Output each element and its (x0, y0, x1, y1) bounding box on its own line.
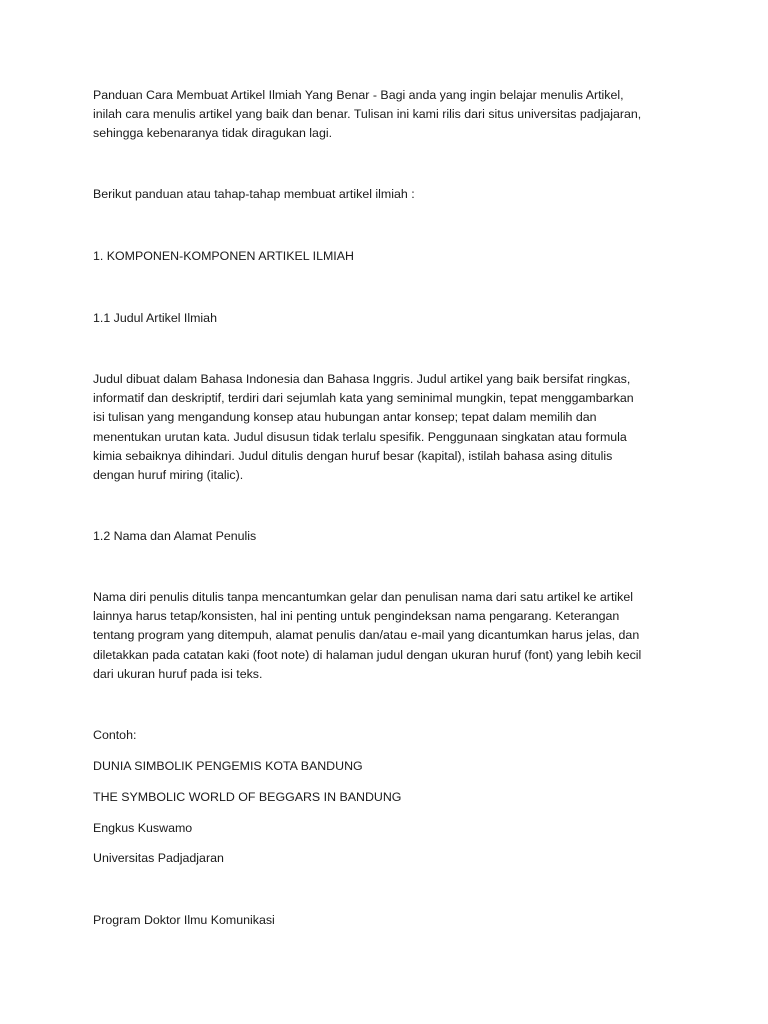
paragraph-line: menentukan urutan kata. Judul disusun tidak terlalu spesifik. Penggunaan singkatan atau formula (93, 429, 627, 444)
intro-line: inilah cara menulis artikel yang baik dan benar. Tulisan ini kami rilis dari situs universitas padjajaran, (93, 107, 642, 122)
paragraph-line: lainnya harus tetap/konsisten, hal ini penting untuk pengindeksan nama pengarang. Keterangan (93, 609, 620, 624)
section-1-heading: 1. KOMPONEN-KOMPONEN ARTIKEL ILMIAH (93, 249, 354, 263)
intro-paragraph (93, 86, 693, 144)
paragraph-line: tentang program yang ditempuh, alamat penulis dan/atau e-mail yang dicantumkan harus jelas, dan (93, 628, 640, 643)
paragraph-line: Nama diri penulis ditulis tanpa mencantumkan gelar dan penulisan nama dari satu artikel ke artikel (93, 590, 633, 604)
example-university: Universitas Padjadjaran (93, 851, 224, 865)
example-author: Engkus Kuswamo (93, 821, 193, 835)
example-title-english: THE SYMBOLIC WORLD OF BEGGARS IN BANDUNG (93, 790, 402, 804)
paragraph-line: isi tulisan yang mengandung konsep atau hubungan antar konsep; tepat dalam memilih dan (93, 410, 597, 425)
paragraph-line: dengan huruf miring (italic). (93, 468, 244, 483)
section-1-2-paragraph (93, 588, 693, 684)
paragraph-line: diletakkan pada catatan kaki (foot note) di halaman judul dengan ukuran huruf (font) yang lebih kecil (93, 647, 642, 662)
paragraph-line: Judul dibuat dalam Bahasa Indonesia dan Bahasa Inggris. Judul artikel yang baik bersifat ringkas, (93, 372, 631, 386)
intro-line: sehingga kebenaranya tidak diragukan lagi. (93, 126, 333, 141)
section-1-1-heading: 1.1 Judul Artikel Ilmiah (93, 311, 217, 325)
section-1-1-paragraph (93, 370, 693, 485)
section-1-2-heading: 1.2 Nama dan Alamat Penulis (93, 529, 257, 543)
paragraph-line: kimia sebaiknya dihindari. Judul ditulis dengan huruf besar (kapital), istilah bahasa asing ditulis (93, 448, 613, 463)
intro-line: Panduan Cara Membuat Artikel Ilmiah Yang Benar - Bagi anda yang ingin belajar menulis Artikel, (93, 88, 624, 102)
example-title-indonesian: DUNIA SIMBOLIK PENGEMIS KOTA BANDUNG (93, 759, 363, 773)
paragraph-line: dari ukuran huruf pada isi teks. (93, 666, 263, 681)
lead-in-text: Berikut panduan atau tahap-tahap membuat artikel ilmiah : (93, 187, 415, 201)
paragraph-line: informatif dan deskriptif, terdiri dari sejumlah kata yang seminimal mungkin, tepat menggambarkan (93, 391, 634, 406)
example-label: Contoh: (93, 728, 137, 742)
example-program: Program Doktor Ilmu Komunikasi (93, 913, 275, 927)
